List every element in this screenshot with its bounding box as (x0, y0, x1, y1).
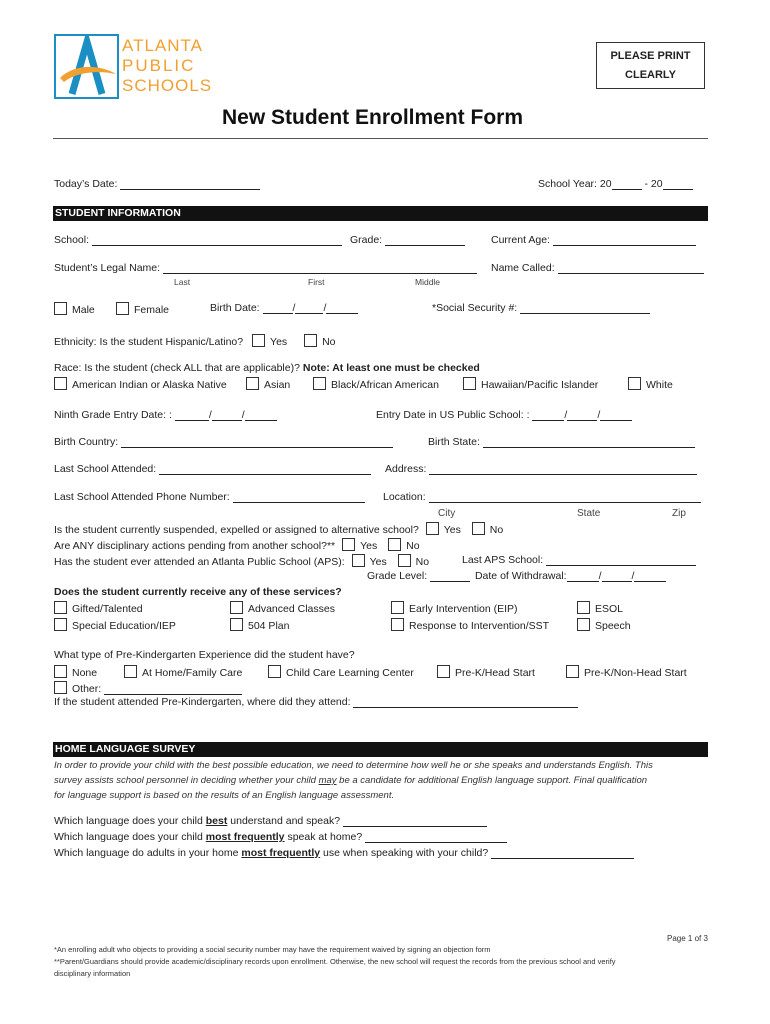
aps-yes-checkbox[interactable] (352, 554, 365, 567)
birth-country-label: Birth Country: (54, 436, 119, 448)
q2c: speak at home? (284, 831, 363, 843)
student-info-heading: STUDENT INFORMATION (53, 206, 708, 221)
race-prompt: Race: Is the student (check ALL that are applicable)? (54, 362, 300, 374)
suspended-yes-checkbox[interactable] (426, 522, 439, 535)
service-option (391, 601, 518, 615)
last-phone-label: Last School Attended Phone Number: (54, 491, 230, 503)
prek-other-label: Other: (72, 683, 102, 695)
q1b: best (205, 815, 228, 827)
ethnicity-label: Ethnicity: Is the student Hispanic/Latino? (54, 336, 244, 348)
name-called-field[interactable] (558, 262, 704, 274)
grade-field[interactable] (385, 234, 465, 246)
disciplinary-row (54, 538, 420, 552)
legal-name-row (54, 262, 477, 274)
school-year-row (538, 178, 693, 190)
please-print-box (596, 42, 705, 89)
race-option-label: White (646, 379, 673, 391)
suspended-no-label: No (489, 524, 504, 536)
female-label: Female (134, 304, 170, 316)
last-school-label: Last School Attended: (54, 463, 157, 475)
address-field[interactable] (429, 463, 697, 475)
race-checkbox[interactable] (628, 377, 641, 390)
language-q3-row (54, 847, 634, 859)
birth-state-row (428, 436, 695, 448)
ethnicity-row (54, 334, 336, 348)
school-year-end-field[interactable] (663, 178, 693, 190)
service-option (577, 618, 631, 632)
footnote-2: **Parent/Guardians should provide academic/disciplinary records upon enrollment. Otherwise, the new school will request the records from the previous school and verify (54, 957, 616, 966)
q3a: Which language do adults in your home (54, 847, 242, 859)
us-entry-day-field[interactable] (567, 409, 597, 421)
service-option (54, 601, 143, 615)
school-year-start-field[interactable] (612, 178, 642, 190)
birth-date-row (210, 302, 358, 314)
intro-2a: survey assists school personnel in deciding whether your child (54, 775, 319, 786)
service-option (54, 618, 176, 632)
prek-option (54, 665, 97, 679)
intro-2c: be a candidate for additional English language support. Final qualification (336, 775, 648, 786)
race-checkbox[interactable] (313, 377, 326, 390)
logo (54, 34, 224, 100)
last-aps-label: Last APS School: (462, 554, 544, 566)
prek-label: At Home/Family Care (142, 667, 243, 679)
service-option (230, 618, 289, 632)
service-checkbox[interactable] (391, 601, 404, 614)
services-heading: Does the student currently receive any of these services? (54, 586, 342, 598)
suspended-row (54, 522, 503, 536)
last-aps-field[interactable] (546, 554, 696, 566)
name-called-row (491, 262, 704, 274)
zip-caption: Zip (672, 508, 686, 519)
hispanic-no-label: No (322, 336, 336, 348)
todays-date-field[interactable] (120, 178, 260, 190)
grade-label: Grade: (350, 234, 383, 246)
language-q3-field[interactable] (491, 847, 634, 859)
race-checkbox[interactable] (54, 377, 67, 390)
prek-checkbox[interactable] (437, 665, 450, 678)
home-language-heading: HOME LANGUAGE SURVEY (53, 742, 708, 757)
race-prompt-row (54, 362, 480, 374)
birth-state-label: Birth State: (428, 436, 480, 448)
race-option-label: Asian (264, 379, 291, 391)
service-checkbox[interactable] (54, 601, 67, 614)
service-checkbox[interactable] (577, 601, 590, 614)
us-entry-row (376, 409, 632, 421)
service-checkbox[interactable] (577, 618, 590, 631)
race-option-4 (463, 377, 598, 391)
hispanic-yes-label: Yes (270, 336, 288, 348)
birth-day-field[interactable] (292, 302, 323, 314)
service-option (577, 601, 623, 615)
legal-name-field[interactable] (163, 262, 477, 274)
q1a: Which language does your child (54, 815, 206, 827)
q2b: most frequently (205, 831, 285, 843)
last-phone-field[interactable] (233, 491, 365, 503)
language-q2-field[interactable] (365, 831, 507, 843)
birth-month-field[interactable] (263, 302, 293, 314)
age-row (491, 234, 696, 246)
birth-slash-1: / (292, 302, 296, 314)
school-label: School: (54, 234, 90, 246)
school-year-label: School Year: 20 (538, 178, 612, 190)
race-option-5 (628, 377, 673, 391)
prek-question: What type of Pre-Kindergarten Experience did the student have? (54, 649, 355, 661)
race-note: Note: At least one must be checked (302, 362, 480, 374)
survey-intro-line-3: for language support is based on the results of an English language assessment. (54, 790, 395, 801)
prek-option (437, 665, 535, 679)
prek-option (124, 665, 242, 679)
birth-slash-2: / (323, 302, 327, 314)
service-label: Early Intervention (EIP) (409, 603, 518, 615)
first-caption: First (308, 277, 325, 287)
page-title: New Student Enrollment Form (222, 106, 524, 129)
print-note-line-2: CLEARLY (625, 69, 676, 81)
race-option-label: Hawaiian/Pacific Islander (481, 379, 599, 391)
state-caption: State (577, 508, 601, 519)
last-school-field[interactable] (159, 463, 371, 475)
q3b: most frequently (241, 847, 321, 859)
hispanic-yes-checkbox[interactable] (252, 334, 265, 347)
withdrawal-slash-2: / (631, 570, 635, 582)
title-rule (53, 138, 708, 139)
ssn-row (432, 302, 650, 314)
grade-level-field[interactable] (430, 570, 470, 582)
grade-level-label: Grade Level: (367, 570, 428, 582)
disciplinary-yes-label: Yes (360, 540, 378, 552)
birth-country-row (54, 436, 393, 448)
male-option (54, 302, 95, 316)
us-entry-label: Entry Date in US Public School: : (376, 409, 530, 421)
q3c: use when speaking with your child? (320, 847, 489, 859)
female-option (116, 302, 169, 316)
disciplinary-no-checkbox[interactable] (388, 538, 401, 551)
ninth-year-field[interactable] (245, 409, 277, 421)
print-note-line-1: PLEASE PRINT (610, 50, 691, 62)
ninth-slash-2: / (241, 409, 245, 421)
page-number: Page 1 of 3 (667, 934, 708, 943)
prek-label: Pre-K/Non-Head Start (584, 667, 687, 679)
survey-intro-line-1: In order to provide your child with the best possible education, we need to determine how well he or she speaks and understands English. This (54, 760, 653, 771)
service-label: ESOL (595, 603, 624, 615)
todays-date-row (54, 178, 260, 190)
language-q1-row (54, 815, 487, 827)
ssn-label: *Social Security #: (432, 302, 518, 314)
disciplinary-question: Are ANY disciplinary actions pending from another school?** (54, 540, 336, 552)
school-field[interactable] (92, 234, 342, 246)
us-entry-year-field[interactable] (600, 409, 632, 421)
prek-label: Child Care Learning Center (286, 667, 414, 679)
todays-date-label: Today’s Date: (54, 178, 118, 190)
prek-checkbox[interactable] (566, 665, 579, 678)
disciplinary-yes-checkbox[interactable] (342, 538, 355, 551)
service-checkbox[interactable] (230, 601, 243, 614)
aps-no-label: No (415, 556, 430, 568)
ninth-slash-1: / (208, 409, 212, 421)
prek-where-row (54, 696, 578, 708)
middle-caption: Middle (415, 277, 441, 287)
birth-date-label: Birth Date: (210, 302, 260, 314)
name-called-label: Name Called: (491, 262, 555, 274)
female-checkbox[interactable] (116, 302, 129, 315)
address-label: Address: (385, 463, 427, 475)
birth-state-field[interactable] (483, 436, 695, 448)
race-checkbox[interactable] (246, 377, 259, 390)
footnote-3: disciplinary information (54, 969, 131, 978)
service-label: Special Education/IEP (72, 620, 176, 632)
service-label: 504 Plan (248, 620, 290, 632)
race-option-1 (54, 377, 227, 391)
prek-label: None (72, 667, 98, 679)
disciplinary-no-label: No (406, 540, 420, 552)
prek-where-label: If the student attended Pre-Kindergarten, where did they attend: (54, 696, 351, 708)
hispanic-no-checkbox[interactable] (304, 334, 317, 347)
logo-line-3: SCHOOLS (122, 76, 213, 95)
grade-row (350, 234, 465, 246)
aps-logo-icon (54, 34, 121, 100)
service-checkbox[interactable] (391, 618, 404, 631)
current-age-label: Current Age: (491, 234, 550, 246)
ninth-grade-row (54, 409, 277, 421)
city-caption: City (438, 508, 456, 519)
school-year-sep: - 20 (644, 178, 663, 190)
male-label: Male (72, 304, 95, 316)
aps-no-checkbox[interactable] (398, 554, 411, 567)
suspended-no-checkbox[interactable] (472, 522, 485, 535)
logo-line-2: PUBLIC (122, 56, 196, 75)
withdrawal-day-field[interactable] (602, 570, 632, 582)
race-checkbox[interactable] (463, 377, 476, 390)
prek-checkbox[interactable] (54, 665, 67, 678)
logo-line-1: ATLANTA (122, 36, 203, 55)
location-row (383, 491, 701, 503)
service-label: Gifted/Talented (72, 603, 143, 615)
language-q1-field[interactable] (343, 815, 487, 827)
current-age-field[interactable] (553, 234, 696, 246)
address-row (385, 463, 697, 475)
male-checkbox[interactable] (54, 302, 67, 315)
withdrawal-year-field[interactable] (631, 570, 666, 582)
service-option (230, 601, 335, 615)
intro-2b: may (318, 775, 337, 786)
location-field[interactable] (429, 491, 701, 503)
last-school-row (54, 463, 371, 475)
us-entry-month-field[interactable] (532, 409, 564, 421)
withdrawal-slash-1: / (598, 570, 602, 582)
prek-checkbox[interactable] (268, 665, 281, 678)
grade-level-row (367, 570, 666, 582)
prek-option (566, 665, 687, 679)
language-q2-row (54, 831, 507, 843)
school-row (54, 234, 342, 246)
ninth-day-field[interactable] (212, 409, 242, 421)
q2a: Which language does your child (54, 831, 206, 843)
legal-name-label: Student’s Legal Name: (54, 262, 161, 274)
last-aps-row (462, 554, 696, 566)
footnote-1: *An enrolling adult who objects to providing a social security number may have the requirement waived by signing an objection form (54, 945, 491, 954)
prek-label: Pre-K/Head Start (455, 667, 535, 679)
prek-other-checkbox[interactable] (54, 681, 67, 694)
race-option-3 (313, 377, 439, 391)
suspended-yes-label: Yes (443, 524, 461, 536)
withdrawal-label: Date of Withdrawal: (474, 570, 567, 582)
prek-other-field[interactable] (104, 683, 242, 695)
location-label: Location: (383, 491, 426, 503)
service-label: Speech (595, 620, 631, 632)
aps-row (54, 554, 429, 568)
service-checkbox[interactable] (54, 618, 67, 631)
birth-country-field[interactable] (121, 436, 393, 448)
last-caption: Last (174, 277, 191, 287)
last-phone-row (54, 491, 365, 503)
prek-checkbox[interactable] (124, 665, 137, 678)
service-option (391, 618, 549, 632)
us-slash-1: / (564, 409, 568, 421)
service-label: Response to Intervention/SST (409, 620, 550, 632)
service-checkbox[interactable] (230, 618, 243, 631)
ninth-month-field[interactable] (175, 409, 209, 421)
survey-intro-line-2 (54, 775, 647, 786)
aps-yes-label: Yes (369, 556, 387, 568)
prek-option (268, 665, 414, 679)
service-label: Advanced Classes (248, 603, 335, 615)
race-option-label: American Indian or Alaska Native (72, 379, 227, 391)
race-option-label: Black/African American (331, 379, 439, 391)
withdrawal-month-field[interactable] (567, 570, 599, 582)
birth-year-field[interactable] (326, 302, 358, 314)
prek-other-row (54, 681, 242, 695)
suspended-question: Is the student currently suspended, expelled or assigned to alternative school? (54, 524, 419, 536)
q1c: understand and speak? (227, 815, 341, 827)
prek-where-field[interactable] (353, 696, 578, 708)
ssn-field[interactable] (520, 302, 650, 314)
ninth-grade-label: Ninth Grade Entry Date: : (54, 409, 172, 421)
race-option-2 (246, 377, 290, 391)
us-slash-2: / (597, 409, 601, 421)
aps-question: Has the student ever attended an Atlanta Public School (APS): (54, 556, 345, 568)
